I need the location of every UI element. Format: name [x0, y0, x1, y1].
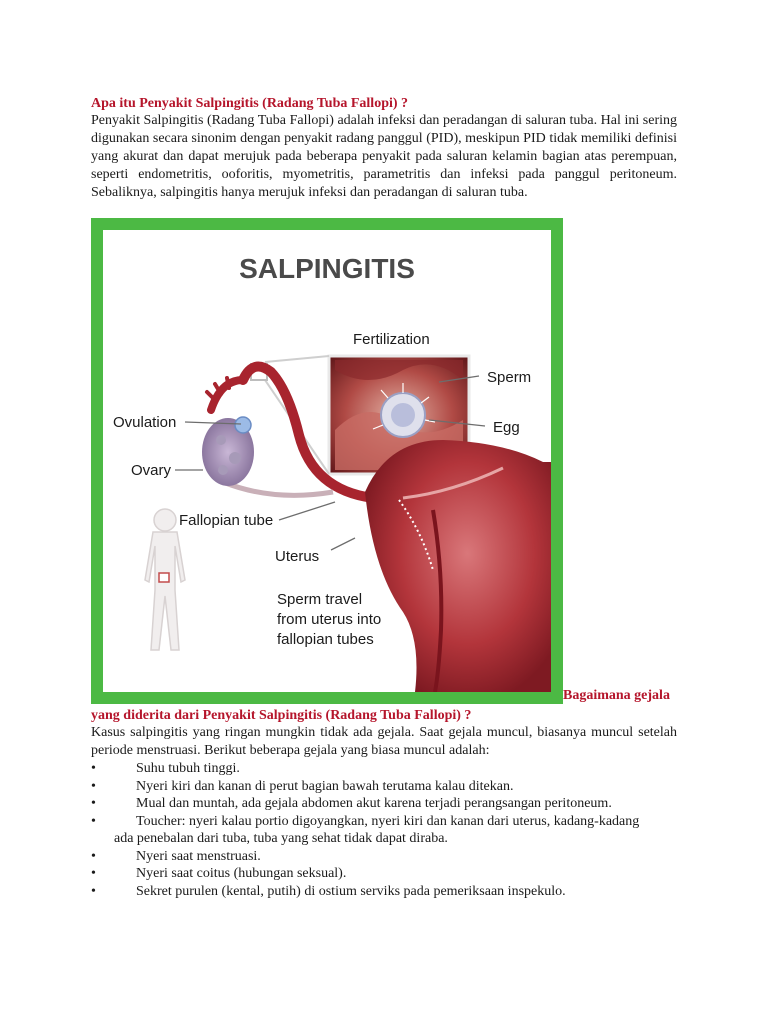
bullet-glyph: •	[91, 883, 96, 899]
list-item-continuation: ada penebalan dari tuba, tuba yang sehat tidak dapat diraba.	[114, 831, 448, 846]
label-ovary: Ovary	[131, 462, 172, 479]
anatomy-diagram	[103, 230, 551, 692]
list-item: • Suhu tubuh tinggi.	[91, 761, 240, 776]
section-title-symptoms-part1: Bagaimana gejala	[563, 688, 670, 703]
list-item: • Nyeri saat coitus (hubungan seksual).	[91, 866, 347, 881]
label-ovulation: Ovulation	[113, 414, 177, 431]
label-sperm-travel-3: fallopian tubes	[277, 631, 374, 648]
label-fertilization: Fertilization	[353, 331, 430, 348]
bullet-glyph: •	[91, 761, 96, 776]
list-item: • Nyeri kiri dan kanan di perut bagian bawah terutama kalau ditekan.	[91, 778, 514, 794]
uterus-shape	[365, 440, 551, 692]
label-sperm: Sperm	[487, 369, 532, 386]
label-sperm-travel-2: from uterus into	[277, 611, 382, 628]
bullet-glyph: •	[91, 796, 96, 811]
section-title-what-is: Apa itu Penyakit Salpingitis (Radang Tuba Fallopi) ?	[91, 96, 409, 111]
list-item: • Toucher: nyeri kalau portio digoyangkan, nyeri kiri dan kanan dari uterus, kadang-kadang ada penebalan dari tuba, tuba yang sehat tidak dapat diraba.	[91, 813, 677, 848]
list-item: • Nyeri saat menstruasi.	[91, 848, 261, 864]
bullet-glyph: •	[91, 778, 96, 794]
label-egg: Egg	[493, 419, 520, 436]
label-sperm-travel-1: Sperm travel	[277, 591, 363, 608]
symptom-list	[91, 760, 677, 900]
ovulation-egg	[235, 417, 251, 433]
list-item: • Sekret purulen (kental, putih) di ostium serviks pada pemeriksaan inspekulo.	[91, 883, 566, 899]
label-uterus: Uterus	[275, 548, 320, 565]
intro-paragraph: Penyakit Salpingitis (Radang Tuba Fallopi) adalah infeksi dan peradangan di saluran tuba. Hal ini sering digunakan secara sinonim dengan penyakit radang panggul (PID), meskipun PID tidak memiliki definisi yang akurat dan dapat merujuk pada beberapa penyakit pada saluran kelamin bagian atas perempuan, seperti endometritis, ooforitis, myometritis, parametritis dan infeksi pada panggul peritoneum. Sebaliknya, salpingitis hanya merujuk infeksi dan peradangan di saluran tuba.	[91, 113, 677, 200]
salpingitis-illustration	[91, 218, 563, 704]
label-fallopian-tube: Fallopian tube	[179, 512, 274, 529]
bullet-glyph: •	[91, 866, 96, 881]
section-title-symptoms-part2: yang diderita dari Penyakit Salpingitis (Radang Tuba Fallopi) ?	[91, 708, 472, 723]
symptoms-intro-paragraph: Kasus salpingitis yang ringan mungkin tidak ada gejala. Saat gejala muncul, biasanya muncul setelah periode menstruasi. Berikut beberapa gejala yang biasa muncul adalah:	[91, 725, 677, 758]
list-item: • Mual dan muntah, ada gejala abdomen akut karena terjadi perangsangan peritoneum.	[91, 796, 612, 811]
bullet-glyph: •	[91, 813, 96, 829]
bullet-glyph: •	[91, 848, 96, 864]
figure-title: SALPINGITIS	[239, 253, 415, 284]
